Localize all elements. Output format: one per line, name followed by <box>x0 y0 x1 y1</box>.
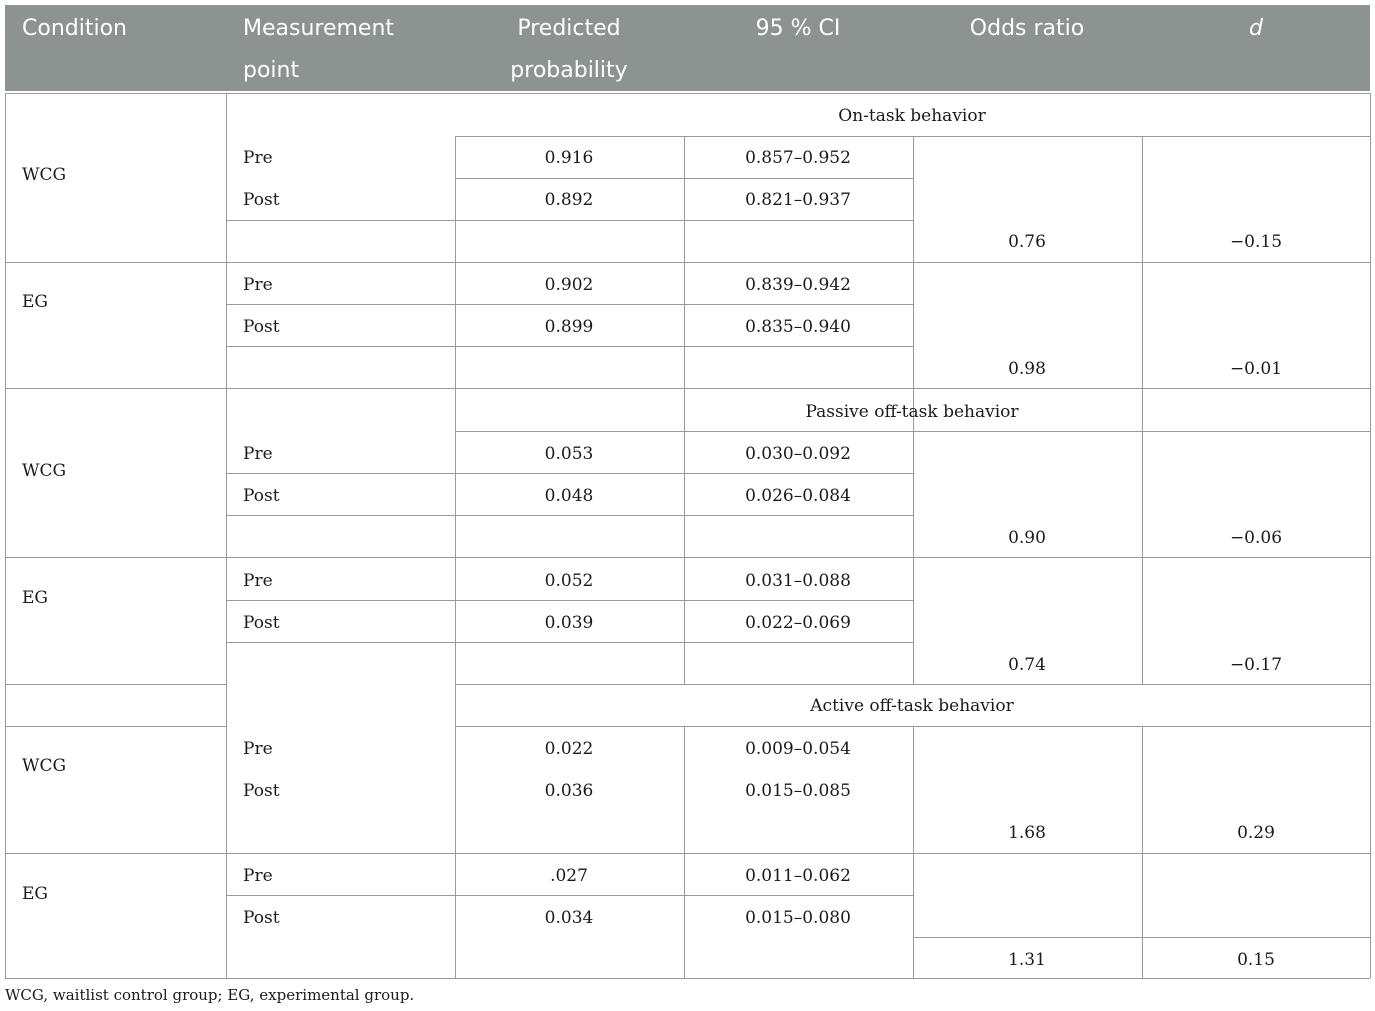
grid-column-line <box>913 726 914 978</box>
condition-cell: WCG <box>22 461 67 481</box>
point-cell: Pre <box>243 866 273 886</box>
odds-ratio-cell: 1.68 <box>1008 823 1046 843</box>
grid-row-line <box>226 895 913 896</box>
point-cell: Pre <box>243 571 273 591</box>
header-measurement: Measurement <box>243 16 395 41</box>
probability-cell: 0.048 <box>544 486 594 506</box>
grid-row-line <box>5 853 1370 854</box>
header-d: d <box>1249 16 1263 41</box>
grid-column-line <box>684 726 685 978</box>
probability-cell: 0.036 <box>544 781 594 801</box>
probability-cell: 0.022 <box>544 739 594 759</box>
grid-column-line <box>5 93 6 978</box>
grid-row-line <box>226 600 913 601</box>
ci-cell: 0.839–0.942 <box>745 275 851 295</box>
point-cell: Pre <box>243 148 273 168</box>
grid-column-line <box>226 93 227 978</box>
ci-cell: 0.821–0.937 <box>745 190 851 210</box>
probability-cell: .027 <box>550 866 588 886</box>
ci-cell: 0.026–0.084 <box>745 486 851 506</box>
table-footnote: WCG, waitlist control group; EG, experimental group. <box>5 986 415 1004</box>
grid-row-line <box>5 93 1370 94</box>
condition-cell: EG <box>22 292 48 312</box>
probability-cell: 0.916 <box>544 148 594 168</box>
probability-cell: 0.034 <box>544 908 594 928</box>
ci-cell: 0.030–0.092 <box>745 444 851 464</box>
section-on-task: On-task behavior <box>838 106 986 126</box>
grid-row-line <box>455 684 1370 685</box>
probability-cell: 0.899 <box>544 317 594 337</box>
grid-column-line <box>455 136 456 978</box>
probability-cell: 0.039 <box>544 613 594 633</box>
probability-cell: 0.902 <box>544 275 594 295</box>
probability-cell: 0.052 <box>544 571 594 591</box>
ci-cell: 0.857–0.952 <box>745 148 851 168</box>
condition-cell: WCG <box>22 756 67 776</box>
d-cell: −0.17 <box>1229 655 1283 675</box>
grid-column-line <box>1142 726 1143 978</box>
condition-cell: EG <box>22 588 48 608</box>
probability-cell: 0.892 <box>544 190 594 210</box>
point-cell: Pre <box>243 739 273 759</box>
odds-ratio-cell: 0.98 <box>1008 359 1046 379</box>
d-cell: −0.06 <box>1229 528 1283 548</box>
point-cell: Post <box>243 613 280 633</box>
header-condition: Condition <box>22 16 127 41</box>
section-active: Active off-task behavior <box>810 696 1014 716</box>
grid-row-line <box>5 557 1370 558</box>
point-cell: Post <box>243 781 280 801</box>
ci-cell: 0.031–0.088 <box>745 571 851 591</box>
odds-ratio-cell: 0.74 <box>1008 655 1046 675</box>
ci-cell: 0.015–0.080 <box>745 908 851 928</box>
header-point: point <box>243 58 300 83</box>
point-cell: Pre <box>243 275 273 295</box>
ci-cell: 0.835–0.940 <box>745 317 851 337</box>
odds-ratio-cell: 0.90 <box>1008 528 1046 548</box>
point-cell: Post <box>243 190 280 210</box>
point-cell: Post <box>243 908 280 928</box>
grid-row-line <box>226 515 913 516</box>
grid-row-line <box>5 726 226 727</box>
d-cell: 0.15 <box>1237 950 1275 970</box>
grid-row-line <box>5 262 1370 263</box>
grid-row-line <box>5 978 1370 979</box>
odds-ratio-cell: 0.76 <box>1008 232 1046 252</box>
grid-row-line <box>5 684 226 685</box>
grid-column-line <box>1370 93 1371 978</box>
point-cell: Pre <box>243 444 273 464</box>
header-odds-ratio: Odds ratio <box>969 16 1085 41</box>
grid-row-line <box>226 220 913 221</box>
probability-cell: 0.053 <box>544 444 594 464</box>
d-cell: −0.01 <box>1229 359 1283 379</box>
ci-cell: 0.009–0.054 <box>745 739 851 759</box>
condition-cell: EG <box>22 884 48 904</box>
grid-row-line <box>226 304 913 305</box>
d-cell: 0.29 <box>1237 823 1275 843</box>
ci-cell: 0.011–0.062 <box>745 866 851 886</box>
ci-cell: 0.015–0.085 <box>745 781 851 801</box>
header-probability: probability <box>510 58 628 83</box>
grid-row-line <box>226 473 913 474</box>
point-cell: Post <box>243 486 280 506</box>
section-passive: Passive off-task behavior <box>805 402 1019 422</box>
point-cell: Post <box>243 317 280 337</box>
grid-row-line <box>226 642 913 643</box>
header-ci: 95 % CI <box>755 16 841 41</box>
grid-row-line <box>5 388 1370 389</box>
ci-cell: 0.022–0.069 <box>745 613 851 633</box>
header-predicted: Predicted <box>517 16 621 41</box>
grid-row-line <box>226 346 913 347</box>
odds-ratio-cell: 1.31 <box>1008 950 1046 970</box>
d-cell: −0.15 <box>1229 232 1283 252</box>
condition-cell: WCG <box>22 165 67 185</box>
